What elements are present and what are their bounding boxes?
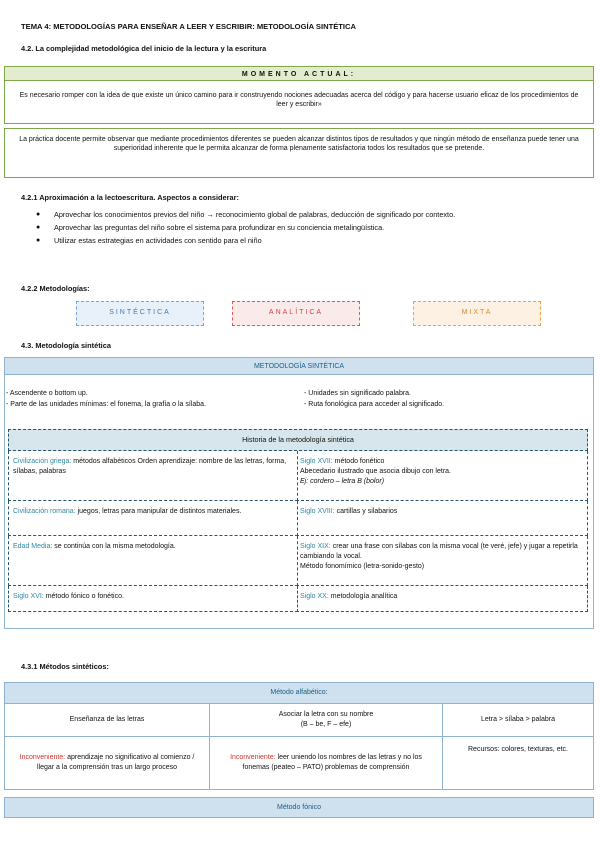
section-heading-4-2: 4.2. La complejidad metodológica del inicio de la lectura y la escritura [21, 44, 267, 53]
cell-text: método fónico o fonético. [43, 593, 124, 600]
cell-label: Civilización griega: [13, 458, 72, 465]
alfabetico-cell-asociar [210, 704, 443, 737]
alfabetico-cell-inconveniente-2 [210, 737, 443, 790]
metodo-alfabetico-heading: Método alfabético: [5, 683, 594, 704]
historia-cell-siglo-xix [296, 536, 588, 586]
momento-actual-paragraph-2: La práctica docente permite observar que mediante procedimientos diferentes se pueden alcanzar distintos tipos de resultados y que ningún método de enseñanza puede tener una superioridad inherente que le permita alcanzar de forma plenamente satisfactoria todos los resultados que se pretende. [4, 128, 594, 178]
cell-label: Civilización romana: [13, 508, 76, 515]
list-item: ● Aprovechar las preguntas del niño sobre el sistema para profundizar en su conciencia metalingüística. [36, 223, 581, 233]
metodo-fonico-heading: Método fónico [4, 797, 594, 818]
cell-text: juegos, letras para manipular de distintos materiales. [75, 508, 242, 515]
cell-text: Asociar la letra con su nombre [278, 711, 374, 719]
historia-cell-siglo-xvii [296, 451, 588, 501]
cell-text: se continúa con la misma metodología. [52, 543, 176, 550]
historia-cell-edad-media [8, 536, 298, 586]
sintetica-point-unidades-minimas: - Parte de las unidades mínimas: el fonema, la grafía o la sílaba. [6, 401, 206, 408]
considerations-list [36, 210, 581, 249]
metodos-sinteticos-table [4, 682, 594, 790]
list-item: ● Utilizar estas estrategias en actividades con sentido para el niño [36, 236, 581, 246]
cell-label: Siglo XVII: [300, 458, 333, 465]
cell-label: Siglo XVI: [13, 593, 44, 600]
sintetica-point-sin-significado: - Unidades sin significado palabra. [304, 390, 412, 397]
section-heading-4-3-1: 4.3.1 Métodos sintéticos: [21, 662, 109, 671]
section-heading-4-3: 4.3. Metodología sintética [21, 341, 111, 350]
cell-text: Método fonomímico (letra-sonido-gesto) [300, 562, 425, 570]
cell-text: método fonético [332, 458, 385, 465]
cell-text: (B – be, F – efe) [300, 721, 352, 728]
method-box-sintetica: SINTÉCTICA [76, 301, 204, 326]
historia-cell-siglo-xx [296, 586, 588, 612]
cell-label: Inconveniente: [230, 754, 276, 762]
cell-text: cartillas y silabarios [334, 508, 398, 515]
cell-example: Ej: cordero – letra B (bolor) [300, 477, 385, 485]
alfabetico-cell-secuencia: Letra > sílaba > palabra [443, 704, 594, 737]
sintetica-heading: METODOLOGÍA SINTÉTICA [4, 357, 594, 375]
historia-cell-siglo-xviii [296, 501, 588, 536]
section-heading-4-2-1: 4.2.1 Aproximación a la lectoescritura. Aspectos a considerar: [21, 193, 239, 202]
alfabetico-cell-recursos: Recursos: colores, texturas, etc. [443, 737, 594, 790]
alfabetico-cell-ensenanza: Enseñanza de las letras [5, 704, 210, 737]
historia-heading: Historia de la metodología sintética [8, 429, 588, 451]
historia-cell-griega [8, 451, 298, 501]
method-box-mixta: MIXTA [413, 301, 541, 326]
cell-label: Siglo XVIII: [300, 508, 335, 515]
cell-label: Inconveniente: [19, 754, 66, 762]
historia-cell-romana [8, 501, 298, 536]
cell-label: Edad Media: [13, 543, 53, 550]
alfabetico-cell-inconveniente-1 [5, 737, 210, 790]
momento-actual-paragraph-1: Es necesario romper con la idea de que existe un único camino para ir construyendo nociones adecuadas acerca del código y para hacerse usuario eficaz de los procedimientos de leer y escribir» [4, 81, 594, 124]
cell-text: Abecedario ilustrado que asocia dibujo con letra. [300, 467, 451, 475]
cell-label: Siglo XIX: [300, 543, 331, 550]
cell-text: leer uniendo los nombres de las letras y no los fonemas (peateo – PATO) problemas de comprensión [242, 754, 422, 771]
cell-text: metodología analítica [328, 593, 398, 600]
cell-text: aprendizaje no significativo al comienzo / llegar a la comprensión tras un largo proceso [36, 754, 195, 771]
cell-label: Siglo XX: [300, 593, 329, 600]
sintetica-point-ascendente: - Ascendente o bottom up. [6, 390, 88, 397]
list-item: ● Aprovechar los conocimientos previos del niño → reconocimiento global de palabras, deducción de significado por contexto. [36, 210, 581, 220]
method-box-analitica: ANALÍTICA [232, 301, 360, 326]
historia-cell-siglo-xvi [8, 586, 298, 612]
page-title: TEMA 4: METODOLOGÍAS PARA ENSEÑAR A LEER Y ESCRIBIR: METODOLOGÍA SINTÉTICA [21, 22, 356, 31]
momento-actual-heading: MOMENTO ACTUAL: [4, 66, 594, 81]
sintetica-point-ruta-fonologica: - Ruta fonológica para acceder al significado. [304, 401, 445, 408]
section-heading-4-2-2: 4.2.2 Metodologías: [21, 284, 90, 293]
cell-text: crear una frase con sílabas con la misma vocal (te veré, jefe) y jugar a repetirla cambiando la vocal. [300, 543, 578, 560]
cell-text: métodos alfabéticos Orden aprendizaje: nombre de las letras, forma, sílabas, palabras [13, 458, 287, 475]
